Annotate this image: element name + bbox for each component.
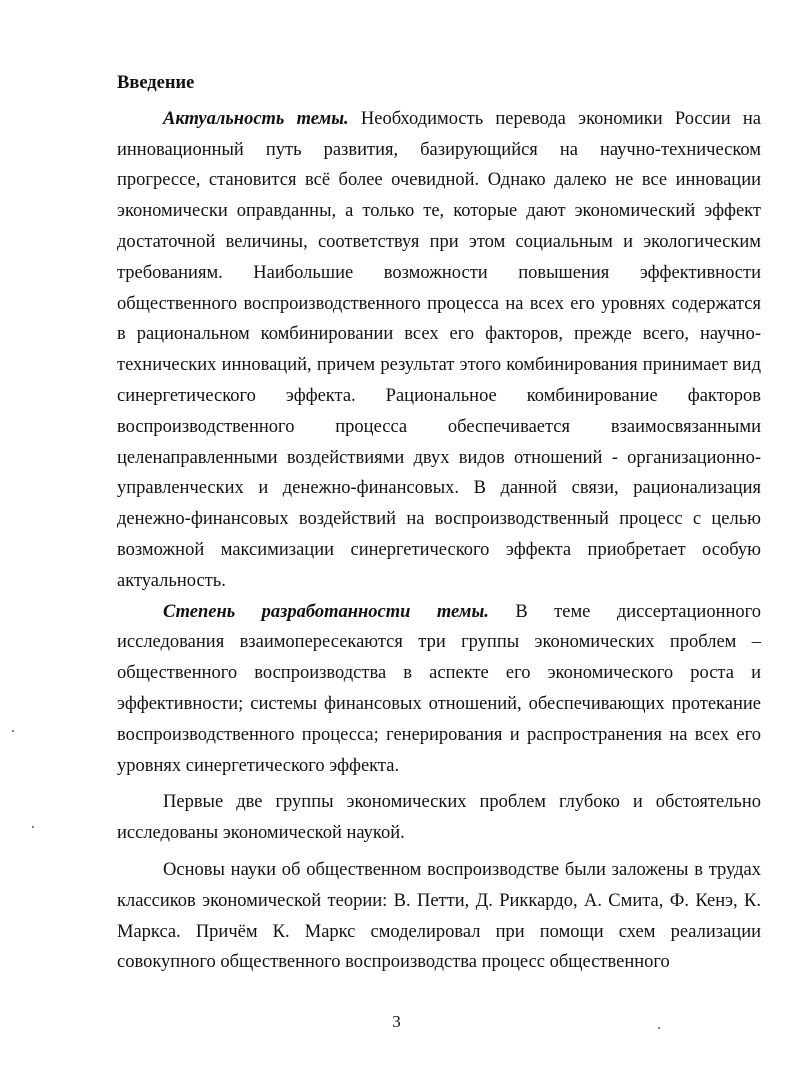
paragraph-elaboration xyxy=(117,597,761,782)
scan-speck xyxy=(12,730,14,732)
scan-speck xyxy=(32,826,34,828)
paragraph-text: В теме диссертационного исследования взаимопересекаются три группы экономических проблем – общественного воспроизводства в аспекте его экономического роста и эффективности; системы финансовых отношений, обеспечивающих протекание воспроизводственного процесса; генерирования и распространения на всех его уровнях синергетического эффекта. xyxy=(117,601,761,776)
paragraph-text: Основы науки об общественном воспроизводстве были заложены в трудах классиков экономической теории: В. Петти, Д. Риккардо, А. Смита, Ф. Кенэ, К. Маркса. Причём К. Маркс смоделировал при помощи схем реализации совокупного общественного воспроизводства процесс общественного xyxy=(117,859,761,973)
paragraph-text: Необходимость перевода экономики России на инновационный путь развития, базирующийся на научно-техническом прогрессе, становится всё более очевидной. Однако далеко не все инновации экономически оправданны, а только те, которые дают экономический эффект достаточной величины, соответствуя при этом социальным и экологическим требованиям. Наибольшие возможности повышения эффективности общественного воспроизводственного процесса на всех его уровнях содержатся в рациональном комбинировании всех его факторов, прежде всего, научно-технических инноваций, причем результат этого комбинирования принимает вид синергетического эффекта. Рациональное комбинирование факторов воспроизводственного процесса обеспечивается взаимосвязанными целенаправленными воздействиями двух видов отношений - организационно-управленческих и денежно-финансовых. В данной связи, рационализация денежно-финансовых воздействий на воспроизводственный процесс с целью возможной максимизации синергетического эффекта приобретает особую актуальность. xyxy=(117,108,761,591)
paragraph-lead: Степень разработанности темы. xyxy=(163,601,489,622)
page-body xyxy=(117,68,761,978)
paragraph-research-groups xyxy=(117,787,761,849)
scan-speck xyxy=(658,1027,660,1029)
paragraph-text: Первые две группы экономических проблем глубоко и обстоятельно исследованы экономической наукой. xyxy=(117,792,761,844)
paragraph-lead: Актуальность темы. xyxy=(163,108,349,129)
paragraph-foundations xyxy=(117,855,761,978)
page-number: 3 xyxy=(392,1012,401,1031)
paragraph-relevance xyxy=(117,104,761,597)
section-heading: Введение xyxy=(117,73,195,93)
